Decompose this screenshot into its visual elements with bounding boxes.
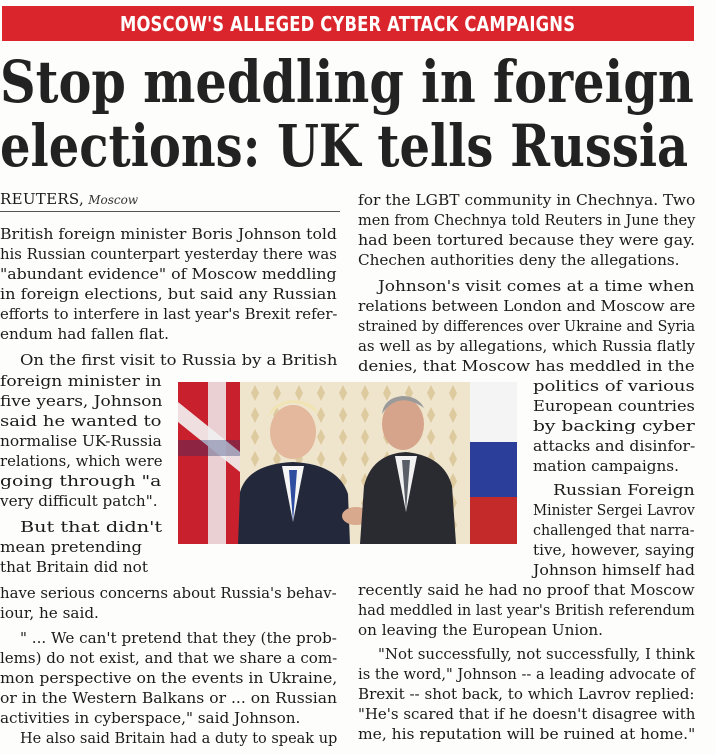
- article-line: in foreign elections, but said any Russian: [0, 285, 337, 303]
- article-line: recently said he had no proof that Moscow: [358, 581, 695, 599]
- article-line: by backing cyber: [533, 417, 695, 435]
- article-line: mean pretending: [0, 538, 142, 556]
- article-line: relations, which were: [0, 452, 163, 470]
- byline-city: Moscow: [88, 193, 139, 207]
- article-line: attacks and disinfor-: [533, 437, 696, 455]
- article-line: "He's scared that if he doesn't disagree with: [358, 705, 696, 723]
- article-line: five years, Johnson: [0, 392, 163, 410]
- article-line: have serious concerns about Russia's behav-: [0, 584, 337, 602]
- article-line: men from Chechnya told Reuters in June they: [358, 211, 696, 229]
- article-line: European countries: [533, 397, 695, 415]
- article-line: iour, he said.: [0, 604, 99, 622]
- news-photo: [178, 382, 517, 544]
- byline: [0, 190, 138, 208]
- article-line: foreign minister in: [0, 372, 162, 390]
- headline-line-2: elections: UK tells Russia: [0, 112, 689, 180]
- article-line: or in the Western Balkans or ... on Russian: [0, 689, 338, 707]
- photo-illustration: [178, 382, 517, 544]
- article-line: going through "a: [0, 472, 162, 490]
- article-line: But that didn't: [20, 518, 163, 536]
- article-line: very difficult patch".: [0, 492, 158, 510]
- article-line: denies, that Moscow has meddled in the: [358, 357, 695, 375]
- article-line: " ... We can't pretend that they (the prob-: [20, 629, 337, 647]
- article-line: had meddled in last year's British referendum: [358, 601, 695, 619]
- article-line: He also said Britain had a duty to speak up: [20, 729, 338, 747]
- article-line: strained by differences over Ukraine and Syria: [358, 317, 696, 335]
- article-line: politics of various: [533, 377, 695, 395]
- article-line: challenged that narra-: [533, 521, 695, 539]
- article-line: that Britain did not: [0, 558, 148, 576]
- article-line: mon perspective on the events in Ukraine,: [0, 669, 338, 687]
- article-line: Minister Sergei Lavrov: [533, 501, 695, 519]
- article-line: efforts to interfere in last year's Brexit refer-: [0, 305, 338, 323]
- article-line: activities in cyberspace," said Johnson.: [0, 709, 301, 727]
- article-line: me, his reputation will be ruined at home.": [358, 725, 696, 743]
- article-line: as well as by allegations, which Russia flatly: [358, 337, 695, 355]
- byline-agency: REUTERS,: [0, 190, 85, 208]
- article-line: Chechen authorities deny the allegations.: [358, 251, 680, 269]
- article-line: lems) do not exist, and that we share a com-: [0, 649, 338, 667]
- article-line: relations between London and Moscow are: [358, 297, 696, 315]
- article-line: is the word," Johnson -- a leading advocate of: [358, 665, 695, 683]
- byline-rule: [0, 211, 340, 212]
- article-line: tive, however, saying: [533, 541, 695, 559]
- article-line: his Russian counterpart yesterday there was: [0, 245, 337, 263]
- article-line: On the first visit to Russia by a British: [20, 351, 338, 369]
- headline: [0, 50, 716, 178]
- article-line: "Not successfully, not successfully, I think: [378, 645, 695, 663]
- article-line: normalise UK-Russia: [0, 432, 162, 450]
- article-line: Johnson's visit comes at a time when: [378, 277, 695, 295]
- article-line: on leaving the European Union.: [358, 621, 603, 639]
- article-line: mation campaigns.: [533, 457, 679, 475]
- article-line: "abundant evidence" of Moscow meddling: [0, 265, 337, 283]
- section-kicker-banner: [2, 6, 694, 41]
- article-line: endum had fallen flat.: [0, 325, 169, 343]
- article-line: had been tortured because they were gay.: [358, 231, 696, 249]
- article-line: Johnson himself had: [533, 561, 696, 579]
- article-line: for the LGBT community in Chechnya. Two: [358, 191, 696, 209]
- article-line: Russian Foreign: [553, 481, 695, 499]
- kicker-text: MOSCOW'S ALLEGED CYBER ATTACK CAMPAIGNS: [120, 11, 576, 36]
- headline-line-1: Stop meddling in foreign: [0, 48, 694, 116]
- article-line: British foreign minister Boris Johnson told: [0, 225, 337, 243]
- article-line: said he wanted to: [0, 412, 162, 430]
- article-line: Brexit -- shot back, to which Lavrov replied:: [358, 685, 695, 703]
